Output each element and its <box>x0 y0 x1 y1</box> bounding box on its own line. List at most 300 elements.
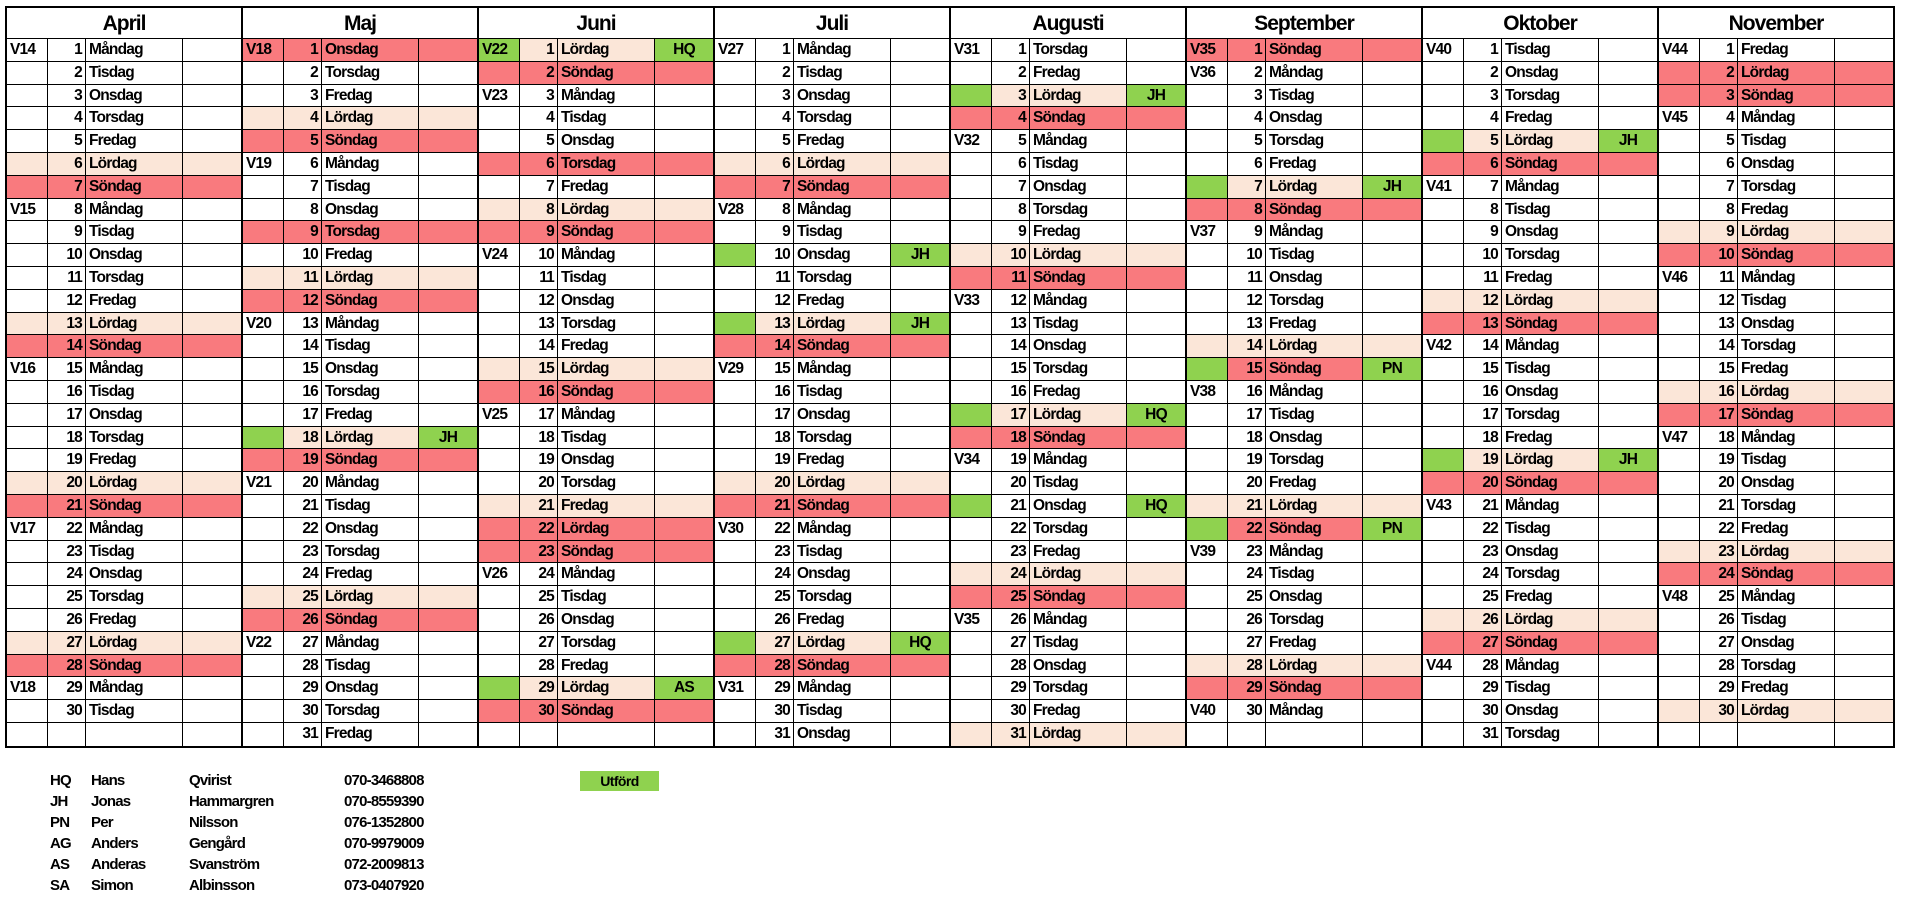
day-row <box>243 472 477 495</box>
day-row <box>1659 267 1893 290</box>
day-number: 26 <box>756 609 794 631</box>
weekday-name: Tisdag <box>1738 130 1835 152</box>
week-number <box>951 586 992 608</box>
week-number <box>715 176 756 198</box>
week-number <box>715 381 756 403</box>
assignee-tag <box>1599 541 1657 563</box>
week-number: V45 <box>1659 107 1700 129</box>
week-number <box>1659 404 1700 426</box>
assignee-tag <box>183 221 241 243</box>
day-row <box>243 39 477 62</box>
day-number: 9 <box>284 221 322 243</box>
day-number: 13 <box>1228 313 1266 335</box>
week-number <box>1423 723 1464 746</box>
day-number: 10 <box>1700 244 1738 266</box>
month-column <box>1187 8 1423 748</box>
day-row <box>1659 153 1893 176</box>
weekday-name: Onsdag <box>322 677 419 699</box>
day-row <box>1423 518 1657 541</box>
week-number: V14 <box>7 39 48 61</box>
week-number <box>1187 563 1228 585</box>
day-row <box>479 700 713 723</box>
day-number: 11 <box>1228 267 1266 289</box>
day-number: 16 <box>1228 381 1266 403</box>
assignee-tag <box>891 586 949 608</box>
assignee-tag <box>1835 107 1893 129</box>
day-number: 2 <box>1700 62 1738 84</box>
assignee-tag <box>891 472 949 494</box>
day-number: 23 <box>756 541 794 563</box>
assignee-tag <box>1599 221 1657 243</box>
day-number: 14 <box>1700 335 1738 357</box>
week-number <box>7 335 48 357</box>
day-row <box>479 655 713 678</box>
weekday-name: Lördag <box>794 313 891 335</box>
assignee-tag <box>419 381 477 403</box>
day-row <box>7 39 241 62</box>
day-row <box>715 723 949 746</box>
day-number: 30 <box>1464 700 1502 722</box>
assignee-tag <box>419 221 477 243</box>
weekday-name: Söndag <box>1266 677 1363 699</box>
day-row <box>1187 563 1421 586</box>
weekday-name: Tisdag <box>1502 39 1599 61</box>
week-number <box>243 176 284 198</box>
assignee-tag <box>419 609 477 631</box>
day-number: 10 <box>48 244 86 266</box>
day-row <box>1187 518 1421 541</box>
weekday-name: Onsdag <box>1502 381 1599 403</box>
week-number: V21 <box>243 472 284 494</box>
week-number: V26 <box>479 563 520 585</box>
weekday-name: Söndag <box>322 609 419 631</box>
weekday-name: Tisdag <box>322 335 419 357</box>
day-number: 15 <box>1464 358 1502 380</box>
day-number: 19 <box>1700 449 1738 471</box>
weekday-name: Fredag <box>1030 381 1127 403</box>
weekday-name: Lördag <box>1266 176 1363 198</box>
week-number <box>243 85 284 107</box>
day-number: 20 <box>284 472 322 494</box>
day-number: 26 <box>48 609 86 631</box>
assignee-tag <box>1835 199 1893 221</box>
day-row <box>951 609 1185 632</box>
week-number: V33 <box>951 290 992 312</box>
week-number <box>1423 107 1464 129</box>
assignee-tag <box>1835 62 1893 84</box>
day-row <box>1423 381 1657 404</box>
day-number: 2 <box>1228 62 1266 84</box>
legend-row <box>50 791 454 812</box>
weekday-name: Fredag <box>1266 153 1363 175</box>
week-number <box>7 541 48 563</box>
week-number <box>1187 427 1228 449</box>
assignee-tag <box>419 472 477 494</box>
day-number: 30 <box>1228 700 1266 722</box>
weekday-name: Onsdag <box>558 130 655 152</box>
week-number <box>951 563 992 585</box>
week-number <box>1187 107 1228 129</box>
day-number: 14 <box>1464 335 1502 357</box>
weekday-name: Måndag <box>794 677 891 699</box>
assignee-tag <box>655 632 713 654</box>
day-number: 5 <box>1464 130 1502 152</box>
day-number: 29 <box>1700 677 1738 699</box>
weekday-name: Tisdag <box>1030 632 1127 654</box>
day-row <box>1187 381 1421 404</box>
week-number <box>243 723 284 746</box>
day-number: 7 <box>992 176 1030 198</box>
day-number: 21 <box>1464 495 1502 517</box>
assignee-tag <box>1599 700 1657 722</box>
day-number: 11 <box>1464 267 1502 289</box>
weekday-name: Onsdag <box>1030 176 1127 198</box>
weekday-name: Tisdag <box>1738 449 1835 471</box>
day-row <box>243 244 477 267</box>
day-row <box>7 358 241 381</box>
week-number <box>715 563 756 585</box>
day-number: 24 <box>756 563 794 585</box>
week-number: V15 <box>7 199 48 221</box>
week-number <box>7 267 48 289</box>
day-row <box>951 700 1185 723</box>
assignee-tag <box>655 107 713 129</box>
weekday-name: Onsdag <box>86 244 183 266</box>
week-number <box>7 107 48 129</box>
week-number <box>715 290 756 312</box>
week-number <box>1659 609 1700 631</box>
day-row <box>1423 313 1657 336</box>
assignee-tag <box>1599 39 1657 61</box>
day-row <box>1187 358 1421 381</box>
day-number: 12 <box>48 290 86 312</box>
weekday-name: Måndag <box>86 39 183 61</box>
day-row <box>1659 495 1893 518</box>
assignee-tag <box>1363 335 1421 357</box>
day-number: 15 <box>520 358 558 380</box>
day-row <box>951 655 1185 678</box>
day-row <box>951 427 1185 450</box>
weekday-name: Onsdag <box>322 358 419 380</box>
day-number: 15 <box>992 358 1030 380</box>
assignee-tag <box>655 495 713 517</box>
assignee-tag <box>419 267 477 289</box>
day-number: 15 <box>284 358 322 380</box>
weekday-name: Lördag <box>1030 563 1127 585</box>
assignee-tag <box>419 586 477 608</box>
day-number: 2 <box>520 62 558 84</box>
assignee-tag <box>183 358 241 380</box>
day-number: 28 <box>1700 655 1738 677</box>
day-number: 3 <box>1700 85 1738 107</box>
assignee-tag <box>891 404 949 426</box>
week-number <box>951 495 992 517</box>
weekday-name: Onsdag <box>794 563 891 585</box>
day-number: 3 <box>1228 85 1266 107</box>
assignee-tag <box>1127 358 1185 380</box>
week-number <box>243 427 284 449</box>
week-number <box>243 267 284 289</box>
day-row <box>243 62 477 85</box>
week-number <box>479 609 520 631</box>
weekday-name: Fredag <box>322 85 419 107</box>
weekday-name: Fredag <box>322 244 419 266</box>
day-row <box>715 199 949 222</box>
week-number <box>1659 632 1700 654</box>
day-row <box>1423 723 1657 746</box>
assignee-tag <box>183 107 241 129</box>
day-number: 4 <box>1700 107 1738 129</box>
day-number: 25 <box>284 586 322 608</box>
assignee-tag <box>1599 335 1657 357</box>
week-number <box>951 335 992 357</box>
day-number: 21 <box>756 495 794 517</box>
weekday-name: Lördag <box>1030 85 1127 107</box>
assignee-tag <box>1363 39 1421 61</box>
week-number <box>243 609 284 631</box>
week-number <box>715 62 756 84</box>
day-row <box>715 700 949 723</box>
day-number: 8 <box>756 199 794 221</box>
week-number <box>951 381 992 403</box>
assignee-tag <box>419 495 477 517</box>
assignee-tag <box>1127 609 1185 631</box>
week-number <box>243 449 284 471</box>
weekday-name: Torsdag <box>1502 244 1599 266</box>
weekday-name: Lördag <box>86 313 183 335</box>
day-number: 20 <box>1700 472 1738 494</box>
week-number <box>1423 130 1464 152</box>
assignee-tag <box>1127 176 1185 198</box>
day-number: 25 <box>992 586 1030 608</box>
day-row <box>1187 700 1421 723</box>
day-row <box>1187 541 1421 564</box>
weekday-name: Onsdag <box>794 723 891 746</box>
day-number: 8 <box>520 199 558 221</box>
day-row <box>715 677 949 700</box>
day-number: 21 <box>1700 495 1738 517</box>
day-number: 19 <box>1464 449 1502 471</box>
assignee-tag <box>655 244 713 266</box>
day-number: 28 <box>520 655 558 677</box>
day-number: 16 <box>1464 381 1502 403</box>
week-number <box>1423 85 1464 107</box>
weekday-name: Söndag <box>322 290 419 312</box>
weekday-name: Tisdag <box>1738 290 1835 312</box>
day-row <box>1659 221 1893 244</box>
weekday-name: Onsdag <box>1738 153 1835 175</box>
day-number: 26 <box>520 609 558 631</box>
week-number <box>1187 290 1228 312</box>
day-row <box>951 449 1185 472</box>
day-number: 16 <box>1700 381 1738 403</box>
week-number <box>1423 290 1464 312</box>
day-row <box>479 62 713 85</box>
day-row <box>1659 85 1893 108</box>
weekday-name: Söndag <box>558 541 655 563</box>
day-row <box>243 358 477 381</box>
week-number <box>1187 404 1228 426</box>
day-number: 11 <box>48 267 86 289</box>
day-number: 4 <box>1228 107 1266 129</box>
person-last-name: Nilsson <box>189 814 238 831</box>
weekday-name: Lördag <box>1502 290 1599 312</box>
day-number: 23 <box>1700 541 1738 563</box>
day-number: 1 <box>284 39 322 61</box>
day-row <box>1187 472 1421 495</box>
day-number: 28 <box>1228 655 1266 677</box>
day-row <box>1423 655 1657 678</box>
day-row <box>243 700 477 723</box>
week-number <box>951 404 992 426</box>
week-number <box>7 176 48 198</box>
assignee-tag <box>1835 541 1893 563</box>
weekday-name: Lördag <box>1502 449 1599 471</box>
day-row <box>243 153 477 176</box>
week-number <box>1423 518 1464 540</box>
week-number <box>1659 723 1700 746</box>
day-number: 21 <box>992 495 1030 517</box>
day-number: 26 <box>284 609 322 631</box>
day-row <box>479 130 713 153</box>
week-number <box>1187 518 1228 540</box>
day-row <box>1423 39 1657 62</box>
weekday-name: Söndag <box>558 221 655 243</box>
weekday-name: Onsdag <box>558 449 655 471</box>
weekday-name: Fredag <box>1030 62 1127 84</box>
contact-legend <box>50 770 454 896</box>
assignee-tag <box>1599 427 1657 449</box>
day-row <box>7 290 241 313</box>
week-number <box>1659 655 1700 677</box>
day-number: 16 <box>756 381 794 403</box>
weekday-name: Onsdag <box>1738 313 1835 335</box>
assignee-tag <box>183 335 241 357</box>
day-number: 4 <box>992 107 1030 129</box>
week-number <box>951 358 992 380</box>
day-row <box>479 267 713 290</box>
weekday-name: Fredag <box>558 495 655 517</box>
day-row <box>1659 130 1893 153</box>
day-number: 2 <box>1464 62 1502 84</box>
weekday-name: Söndag <box>1502 632 1599 654</box>
day-number: 30 <box>284 700 322 722</box>
weekday-name: Torsdag <box>1502 723 1599 746</box>
day-number: 9 <box>992 221 1030 243</box>
weekday-name: Måndag <box>1030 609 1127 631</box>
day-row <box>1659 472 1893 495</box>
person-phone: 070-8559390 <box>344 793 424 810</box>
assignee-tag <box>655 290 713 312</box>
week-number <box>243 381 284 403</box>
week-number <box>1423 199 1464 221</box>
day-number: 17 <box>48 404 86 426</box>
assignee-tag <box>1835 723 1893 746</box>
assignee-tag <box>1835 176 1893 198</box>
day-number: 17 <box>1700 404 1738 426</box>
assignee-tag <box>183 632 241 654</box>
day-number <box>48 723 86 746</box>
week-number <box>7 62 48 84</box>
day-row <box>7 199 241 222</box>
weekday-name: Lördag <box>1266 655 1363 677</box>
day-number: 13 <box>284 313 322 335</box>
week-number <box>951 85 992 107</box>
week-number <box>1659 700 1700 722</box>
week-number <box>1659 495 1700 517</box>
weekday-name: Torsdag <box>794 586 891 608</box>
day-number: 6 <box>992 153 1030 175</box>
day-row <box>951 723 1185 746</box>
weekday-name: Måndag <box>86 518 183 540</box>
week-number <box>7 313 48 335</box>
person-phone: 073-0407920 <box>344 877 424 894</box>
day-row <box>715 586 949 609</box>
week-number <box>7 723 48 746</box>
week-number <box>479 677 520 699</box>
week-number <box>951 472 992 494</box>
weekday-name: Fredag <box>1738 358 1835 380</box>
day-row <box>1659 586 1893 609</box>
day-number: 9 <box>1700 221 1738 243</box>
week-number <box>1659 176 1700 198</box>
assignee-tag <box>1363 700 1421 722</box>
day-number: 24 <box>992 563 1030 585</box>
day-row <box>479 449 713 472</box>
day-number: 9 <box>1464 221 1502 243</box>
week-number <box>479 313 520 335</box>
day-row <box>715 335 949 358</box>
day-number: 4 <box>284 107 322 129</box>
assignee-tag <box>1363 449 1421 471</box>
assignee-tag <box>1599 176 1657 198</box>
day-number: 10 <box>756 244 794 266</box>
assignee-tag <box>891 358 949 380</box>
week-number <box>951 632 992 654</box>
person-first-name: Per <box>91 814 113 831</box>
weekday-name: Måndag <box>1030 449 1127 471</box>
week-number <box>1423 472 1464 494</box>
day-number: 18 <box>756 427 794 449</box>
week-number <box>1659 518 1700 540</box>
day-number: 23 <box>48 541 86 563</box>
weekday-name: Söndag <box>86 495 183 517</box>
day-row <box>479 495 713 518</box>
week-number <box>715 153 756 175</box>
day-row <box>479 153 713 176</box>
day-row <box>243 176 477 199</box>
week-number <box>951 244 992 266</box>
day-row <box>715 381 949 404</box>
day-number: 10 <box>992 244 1030 266</box>
day-row <box>951 541 1185 564</box>
assignee-tag: PN <box>1363 518 1421 540</box>
day-row <box>7 563 241 586</box>
day-row <box>479 427 713 450</box>
day-number: 23 <box>992 541 1030 563</box>
week-number <box>1659 221 1700 243</box>
day-row <box>479 199 713 222</box>
assignee-tag <box>1835 267 1893 289</box>
day-row <box>715 563 949 586</box>
day-number: 22 <box>992 518 1030 540</box>
assignee-tag <box>1835 586 1893 608</box>
weekday-name: Onsdag <box>1030 655 1127 677</box>
day-row <box>243 518 477 541</box>
week-number <box>1187 609 1228 631</box>
assignee-tag <box>1127 107 1185 129</box>
day-number: 20 <box>520 472 558 494</box>
